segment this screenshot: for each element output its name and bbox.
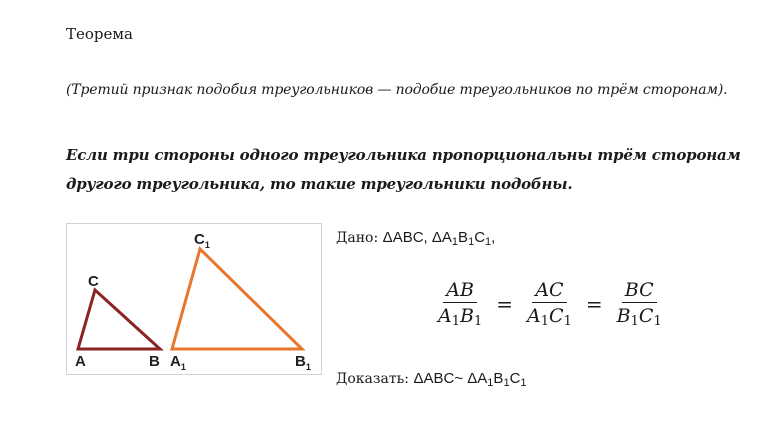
vertex-letter: A bbox=[170, 353, 181, 370]
fraction-numerator: AB bbox=[443, 279, 477, 303]
den-subscript: 1 bbox=[563, 314, 572, 329]
vertex-letter: A bbox=[477, 370, 488, 387]
triangles-figure bbox=[66, 223, 322, 375]
den-subscript: 1 bbox=[473, 314, 483, 329]
equals-sign: = bbox=[496, 292, 514, 316]
separator: , bbox=[423, 229, 432, 246]
theorem-statement: Если три стороны одного треугольника пропорциональны трём сторонам другого треугольника, то такие треугольники подобны. bbox=[66, 146, 741, 193]
triangle-symbol: Δ bbox=[431, 229, 442, 246]
prove-label: Доказать: bbox=[336, 371, 414, 387]
fraction-denominator bbox=[524, 303, 575, 329]
fraction-bc bbox=[614, 279, 665, 329]
equals-sign: = bbox=[585, 292, 603, 316]
triangle-symbol: Δ bbox=[413, 370, 424, 387]
fraction-ac bbox=[524, 279, 575, 329]
fraction-ab bbox=[435, 279, 485, 329]
proportion-equation bbox=[430, 279, 670, 329]
triangle-abc: ABC bbox=[392, 229, 424, 246]
fraction-numerator: AC bbox=[532, 279, 566, 303]
vertex-letter: B bbox=[295, 353, 306, 370]
vertex-label-b: B bbox=[149, 353, 160, 370]
theorem-subtitle: (Третий признак подобия треугольников — подобие треугольников по трём сторонам). bbox=[66, 82, 728, 98]
vertex-subscript: 1 bbox=[468, 236, 475, 248]
prove-math bbox=[413, 370, 526, 387]
den-subscript: 1 bbox=[653, 314, 662, 329]
den-letter: B bbox=[616, 305, 631, 327]
large-triangle-a1b1c1 bbox=[172, 249, 302, 349]
triangle-abc: ABC bbox=[423, 370, 455, 387]
vertex-letter: A bbox=[441, 229, 452, 246]
vertex-letter: B bbox=[458, 229, 469, 246]
den-letter: A bbox=[527, 305, 541, 327]
den-subscript: 1 bbox=[451, 314, 461, 329]
triangles-diagram bbox=[67, 224, 321, 374]
den-subscript: 1 bbox=[630, 314, 639, 329]
small-triangle-abc bbox=[78, 290, 160, 349]
given-math bbox=[383, 229, 496, 246]
fraction-numerator: BC bbox=[622, 279, 657, 303]
similar-sign: ~ bbox=[454, 370, 468, 387]
vertex-label-b1 bbox=[295, 353, 311, 372]
vertex-letter: C bbox=[474, 229, 486, 246]
den-letter: B bbox=[460, 305, 474, 327]
given-line bbox=[336, 229, 495, 248]
vertex-subscript: 1 bbox=[305, 362, 311, 372]
vertex-label-a1 bbox=[170, 353, 186, 372]
theorem-title: Теорема bbox=[66, 25, 134, 43]
vertex-label-c: C bbox=[88, 273, 99, 290]
vertex-subscript: 1 bbox=[180, 362, 186, 372]
vertex-subscript: 1 bbox=[487, 377, 494, 389]
vertex-subscript: 1 bbox=[485, 236, 492, 248]
vertex-subscript: 1 bbox=[520, 377, 527, 389]
vertex-subscript: 1 bbox=[503, 377, 510, 389]
vertex-subscript: 1 bbox=[451, 236, 459, 248]
den-subscript: 1 bbox=[540, 314, 550, 329]
vertex-label-a: A bbox=[75, 353, 86, 370]
given-label: Дано: bbox=[336, 230, 383, 246]
triangle-symbol: Δ bbox=[467, 370, 478, 387]
fraction-denominator bbox=[435, 303, 485, 329]
vertex-letter: C bbox=[509, 370, 521, 387]
vertex-letter: C bbox=[194, 231, 205, 248]
triangle-symbol: Δ bbox=[382, 229, 393, 246]
end-comma: , bbox=[491, 229, 496, 246]
prove-line bbox=[336, 370, 527, 389]
den-letter: C bbox=[638, 305, 654, 327]
fraction-denominator bbox=[614, 303, 665, 329]
den-letter: C bbox=[549, 305, 564, 327]
den-letter: A bbox=[438, 305, 452, 327]
vertex-subscript: 1 bbox=[204, 240, 210, 250]
vertex-label-c1 bbox=[194, 231, 210, 250]
vertex-letter: B bbox=[493, 370, 504, 387]
